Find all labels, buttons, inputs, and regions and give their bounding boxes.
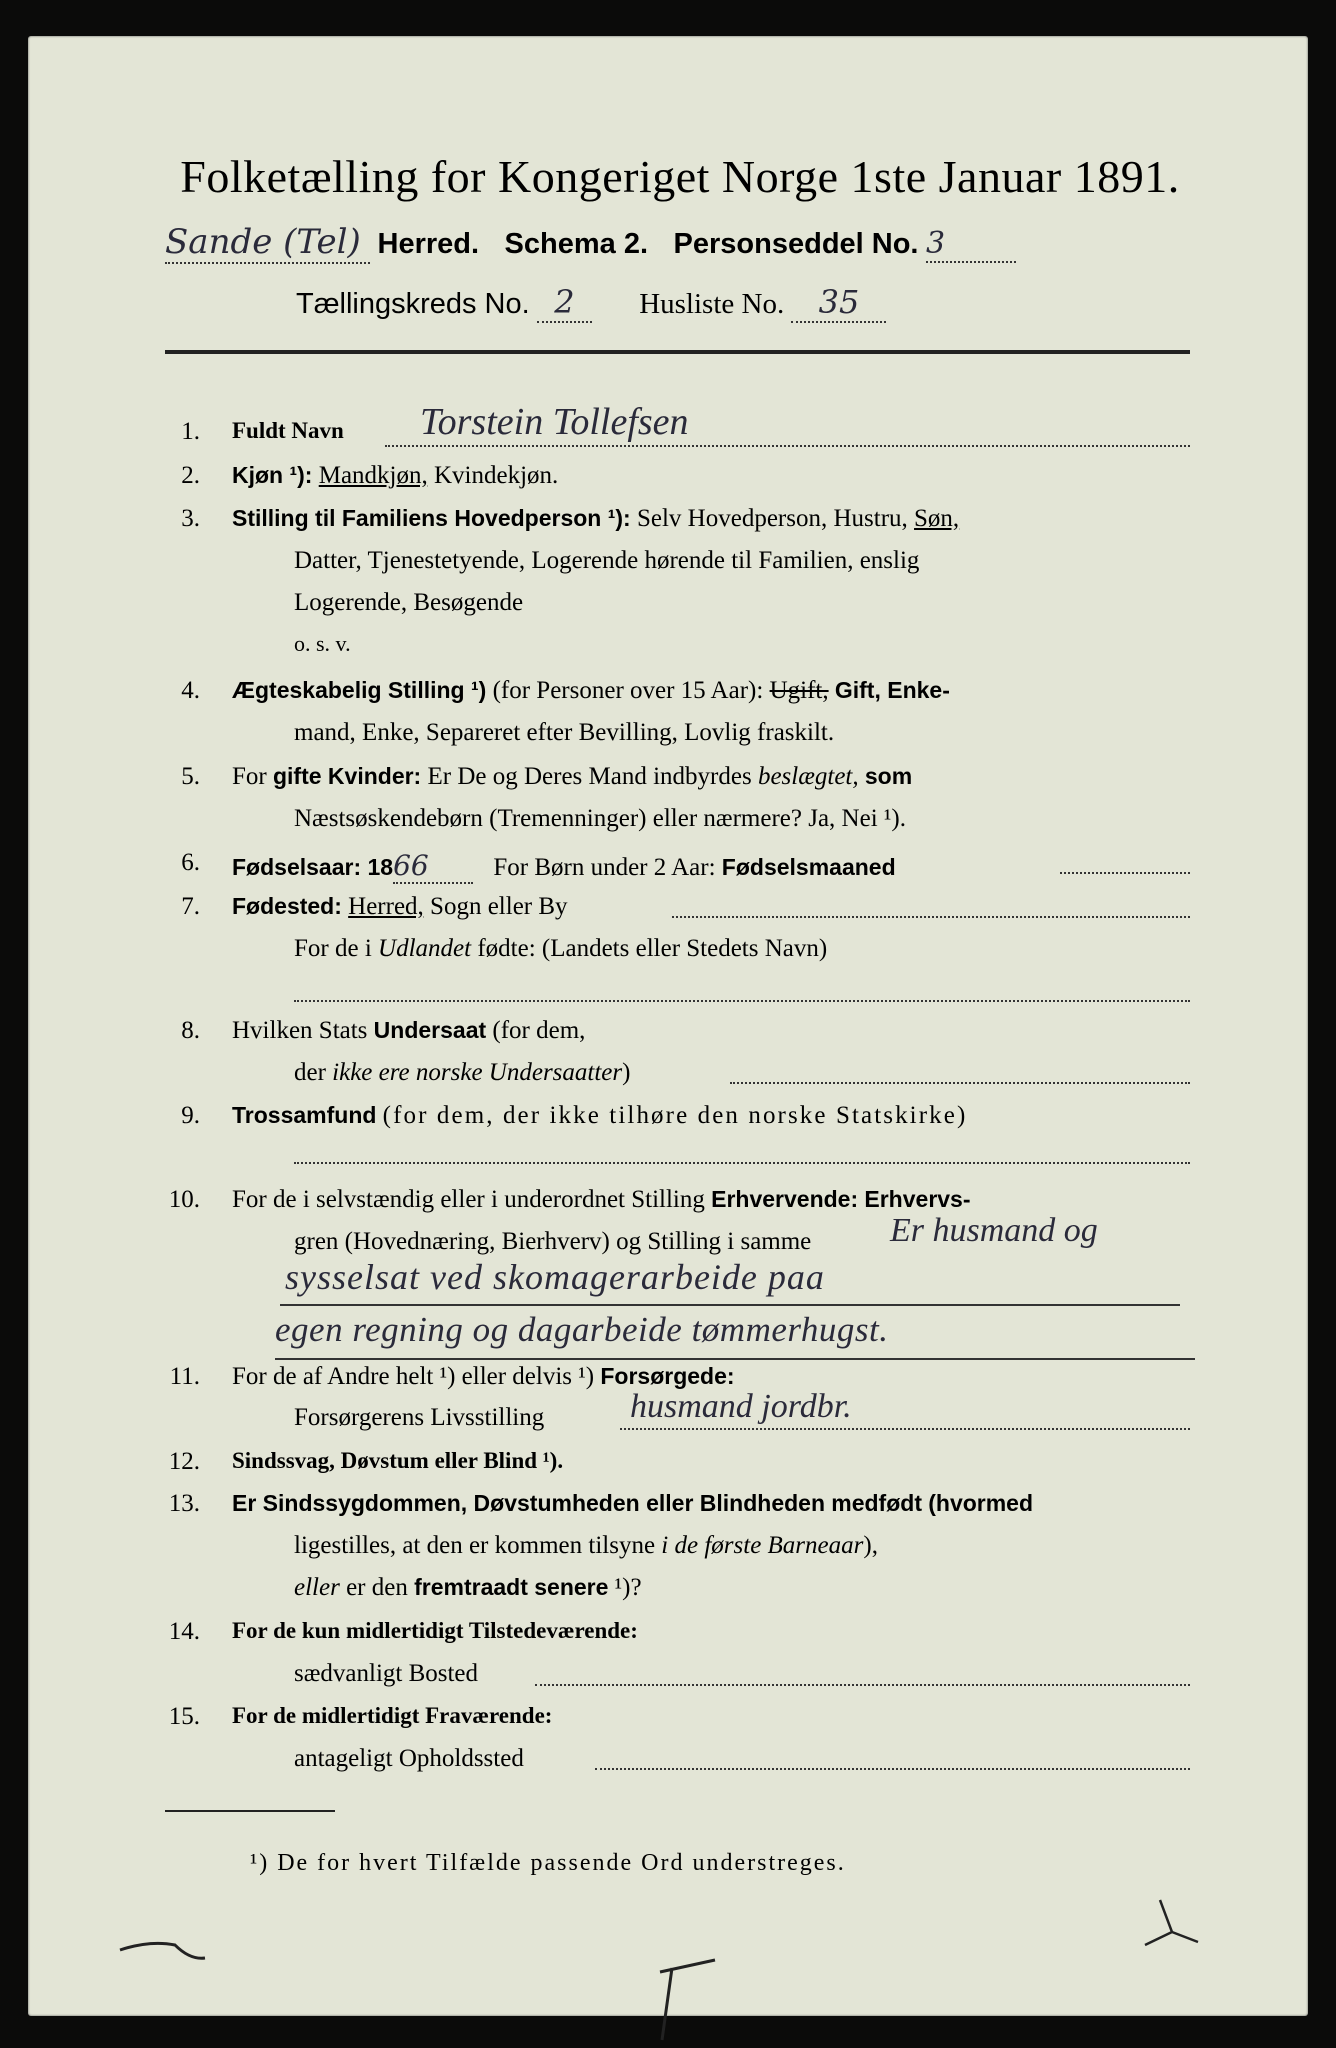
footnote: ¹) De for hvert Tilfælde passende Ord understreges. bbox=[250, 1850, 846, 1876]
herred-label: Herred. bbox=[377, 228, 480, 260]
q1-answer: Torstein Tollefsen bbox=[420, 401, 689, 443]
husliste-label: Husliste No. bbox=[639, 288, 785, 320]
q10-b: Erhvervende: bbox=[711, 1186, 859, 1212]
schema-label: Schema 2. bbox=[504, 228, 649, 260]
q1-number: 1. bbox=[181, 418, 200, 445]
q13-line2-a: ligestilles, at den er kommen tilsyne bbox=[294, 1532, 656, 1559]
q5-a: For bbox=[232, 763, 267, 790]
q4-line2: mand, Enke, Separeret efter Bevilling, Lovlig fraskilt. bbox=[294, 719, 835, 746]
q13-line3-c: fremtraadt senere bbox=[414, 1574, 609, 1600]
ink-mark-right bbox=[1145, 1900, 1198, 1945]
q5-e: som bbox=[864, 763, 913, 789]
q4-end: Gift, Enke- bbox=[834, 677, 950, 703]
q5-d: beslægtet, bbox=[757, 763, 859, 790]
q13-number: 13. bbox=[168, 1490, 200, 1517]
q7-line2-a: For de i bbox=[294, 935, 372, 962]
q11-number: 11. bbox=[169, 1363, 200, 1390]
q9-label: Trossamfund bbox=[232, 1102, 377, 1128]
q7-rest: Sogn eller By bbox=[430, 893, 568, 920]
q14-line2: sædvanligt Bosted bbox=[294, 1660, 479, 1687]
q11-answer: husmand jordbr. bbox=[630, 1388, 852, 1425]
q8-b: Undersaat bbox=[373, 1017, 487, 1043]
q13-line3-a: eller bbox=[294, 1574, 340, 1601]
q3-number: 3. bbox=[181, 505, 200, 532]
q3-options: Selv Hovedperson, Hustru, bbox=[636, 505, 908, 532]
q3-line4: o. s. v. bbox=[294, 631, 351, 656]
q10-hand2: sysselsat ved skomagerarbeide paa bbox=[285, 1257, 825, 1297]
q12-number: 12. bbox=[168, 1448, 200, 1475]
kreds-label: Tællingskreds No. bbox=[296, 288, 530, 320]
q10-c: Erhvervs- bbox=[864, 1186, 971, 1212]
q7-number: 7. bbox=[181, 893, 200, 920]
q15-number: 15. bbox=[168, 1703, 200, 1730]
q4-mid: (for Personer over 15 Aar): bbox=[492, 677, 764, 704]
q2-label: Kjøn ¹): bbox=[232, 462, 313, 488]
q8-line2-c: ) bbox=[622, 1059, 631, 1086]
q5-number: 5. bbox=[181, 763, 200, 790]
q13-b: medfødt bbox=[831, 1490, 922, 1516]
q13-line2-c: ), bbox=[863, 1532, 878, 1559]
q10-hand3: egen regning og dagarbeide tømmerhugst. bbox=[275, 1310, 889, 1349]
kreds-number: 2 bbox=[537, 283, 592, 323]
q1-label: Fuldt Navn bbox=[232, 418, 344, 443]
q2-number: 2. bbox=[181, 462, 200, 489]
q14-number: 14. bbox=[168, 1618, 200, 1645]
q10-number: 10. bbox=[168, 1186, 200, 1213]
q4-label: Ægteskabelig Stilling ¹) bbox=[232, 677, 487, 703]
q5-c: Er De og Deres Mand indbyrdes bbox=[427, 763, 752, 790]
q15-line2: antageligt Opholdssted bbox=[294, 1745, 524, 1772]
form-title: Folketælling for Kongeriget Norge 1ste Januar 1891. bbox=[180, 151, 1180, 202]
q4-number: 4. bbox=[181, 677, 200, 704]
q7-label: Fødested: bbox=[232, 893, 342, 919]
q9-number: 9. bbox=[181, 1102, 200, 1129]
personseddel-number: 3 bbox=[926, 226, 1016, 263]
q10-hand1: Er husmand og bbox=[890, 1212, 1098, 1249]
q11-b: Forsørgede: bbox=[600, 1363, 735, 1389]
q13-a: Er Sindssygdommen, Døvstumheden eller Blindheden bbox=[232, 1490, 826, 1516]
q12-label: Sindssvag, Døvstum eller Blind ¹). bbox=[232, 1448, 564, 1473]
q8-a: Hvilken Stats bbox=[232, 1017, 368, 1044]
q8-number: 8. bbox=[181, 1017, 200, 1044]
q3-label: Stilling til Familiens Hovedperson ¹): bbox=[232, 505, 631, 531]
q7-line2-c: fødte: (Landets eller Stedets Navn) bbox=[477, 935, 828, 962]
q10-a: For de i selvstændig eller i underordnet Stilling bbox=[232, 1186, 705, 1213]
q14-line1: For de kun midlertidigt Tilstedeværende: bbox=[232, 1618, 638, 1643]
herred-handwritten: Sande (Tel) bbox=[165, 222, 370, 264]
q8-c: (for dem, bbox=[492, 1017, 586, 1044]
q6-rest-a: For Børn under 2 Aar: bbox=[493, 854, 716, 881]
q5-line2: Næstsøskendebørn (Tremenninger) eller nærmere? Ja, Nei ¹). bbox=[294, 805, 906, 832]
husliste-number: 35 bbox=[791, 283, 886, 323]
q13-c: (hvormed bbox=[928, 1490, 1034, 1516]
q2-mandkjon: Mandkjøn, bbox=[318, 462, 428, 489]
q15-line1: For de midlertidigt Fraværende: bbox=[232, 1703, 553, 1728]
q9-rest: (for dem, der ikke tilhøre den norske Statskirke) bbox=[382, 1102, 968, 1129]
q13-line2-b: i de første Barneaar bbox=[661, 1532, 864, 1559]
q6-number: 6. bbox=[181, 849, 200, 876]
personseddel-label: Personseddel No. bbox=[673, 228, 919, 260]
q11-a: For de af Andre helt ¹) eller delvis ¹) bbox=[232, 1363, 595, 1390]
ink-mark-middle bbox=[660, 1960, 715, 2040]
ink-mark-left bbox=[120, 1943, 205, 1958]
q8-line2-b: ikke ere norske Undersaatter bbox=[332, 1059, 623, 1086]
q6-year: 66 bbox=[393, 849, 473, 884]
q13-line3-d: ¹)? bbox=[614, 1574, 642, 1601]
q7-herred: Herred, bbox=[348, 893, 424, 920]
q6-label: Fødselsaar: 18 bbox=[232, 854, 394, 880]
q3-son: Søn, bbox=[914, 505, 960, 532]
q3-line3: Logerende, Besøgende bbox=[294, 589, 524, 616]
q6-rest-b: Fødselsmaaned bbox=[721, 854, 896, 880]
q3-line2: Datter, Tjenestetyende, Logerende hørende til Familien, enslig bbox=[294, 547, 920, 574]
q10-line2: gren (Hovednæring, Bierhverv) og Stilling i samme bbox=[294, 1228, 812, 1255]
q7-line2-b: Udlandet bbox=[378, 935, 472, 962]
q11-line2: Forsørgerens Livsstilling bbox=[294, 1404, 545, 1431]
q4-ugift: Ugift, bbox=[769, 677, 829, 704]
q13-line3-b: er den bbox=[346, 1574, 408, 1601]
q2-kvindekjon: Kvindekjøn. bbox=[434, 462, 559, 489]
q5-b: gifte Kvinder: bbox=[272, 763, 422, 789]
q8-line2-a: der bbox=[294, 1059, 326, 1086]
